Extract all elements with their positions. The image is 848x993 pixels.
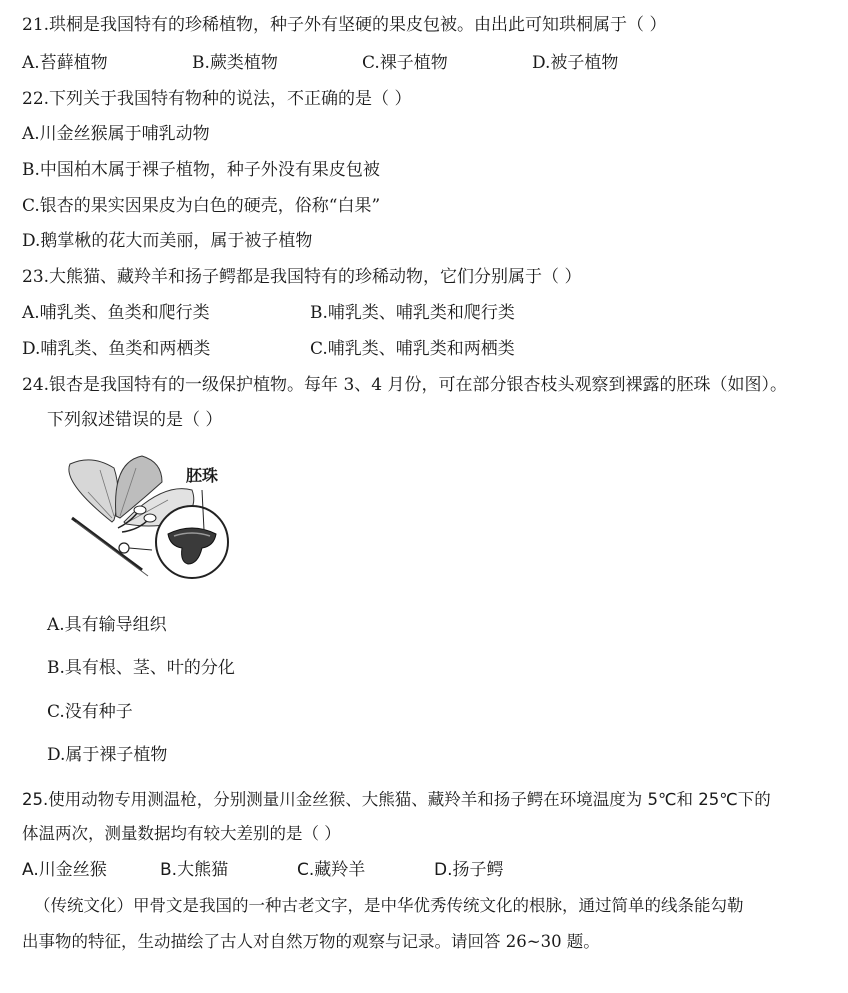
ginkgo-illustration bbox=[52, 452, 278, 584]
q23-option-d: D.哺乳类、鱼类和两栖类 bbox=[22, 339, 211, 359]
q21-stem: 21.珙桐是我国特有的珍稀植物，种子外有坚硬的果皮包被。由出此可知珙桐属于（ ） bbox=[22, 15, 667, 35]
q25-stem-line2: 体温两次，测量数据均有较大差别的是（ ） bbox=[22, 824, 341, 843]
ginkgo-ovule-figure bbox=[52, 452, 278, 584]
q22-option-b: B.中国柏木属于裸子植物，种子外没有果皮包被 bbox=[22, 160, 380, 180]
q24-option-c: C.没有种子 bbox=[47, 702, 133, 722]
q23-option-a: A.哺乳类、鱼类和爬行类 bbox=[22, 303, 210, 323]
q25-option-c: C.藏羚羊 bbox=[297, 860, 366, 880]
q23-option-c: C.哺乳类、哺乳类和两栖类 bbox=[310, 339, 515, 359]
figure-label-ovule: 胚珠 bbox=[186, 466, 219, 485]
passage-line2: 出事物的特征，生动描绘了古人对自然万物的观察与记录。请回答 26~30 题。 bbox=[22, 932, 600, 951]
passage-line1: （传统文化）甲骨文是我国的一种古老文字，是中华优秀传统文化的根脉，通过简单的线条能勾勒 bbox=[34, 896, 744, 915]
q25-option-d: D.扬子鳄 bbox=[434, 860, 504, 880]
q21-option-b: B.蕨类植物 bbox=[192, 53, 278, 73]
q24-stem-line2: 下列叙述错误的是（ ） bbox=[47, 410, 223, 430]
q24-stem-line1: 24.银杏是我国特有的一级保护植物。每年 3、4 月份，可在部分银杏枝头观察到裸露的胚珠（如图）。 bbox=[22, 375, 787, 395]
q22-stem: 22.下列关于我国特有物种的说法，不正确的是（ ） bbox=[22, 89, 412, 109]
q22-option-c: C.银杏的果实因果皮为白色的硬壳，俗称“白果” bbox=[22, 196, 381, 216]
q23-option-b: B.哺乳类、哺乳类和爬行类 bbox=[310, 303, 515, 323]
q22-option-a: A.川金丝猴属于哺乳动物 bbox=[22, 124, 210, 144]
q23-stem: 23.大熊猫、藏羚羊和扬子鳄都是我国特有的珍稀动物，它们分别属于（ ） bbox=[22, 267, 582, 287]
q21-option-c: C.裸子植物 bbox=[362, 53, 448, 73]
q24-option-b: B.具有根、茎、叶的分化 bbox=[47, 658, 235, 678]
q21-option-d: D.被子植物 bbox=[532, 53, 619, 73]
q22-option-d: D.鹅掌楸的花大而美丽，属于被子植物 bbox=[22, 231, 313, 251]
q24-option-d: D.属于裸子植物 bbox=[47, 745, 168, 765]
q25-stem-line1: 25.使用动物专用测温枪，分别测量川金丝猴、大熊猫、藏羚羊和扬子鳄在环境温度为 5℃和 25℃下的 bbox=[22, 790, 771, 809]
q24-option-a: A.具有输导组织 bbox=[47, 615, 167, 635]
q25-option-a: A.川金丝猴 bbox=[22, 860, 107, 880]
q25-option-b: B.大熊猫 bbox=[160, 860, 229, 880]
q21-option-a: A.苔藓植物 bbox=[22, 53, 108, 73]
